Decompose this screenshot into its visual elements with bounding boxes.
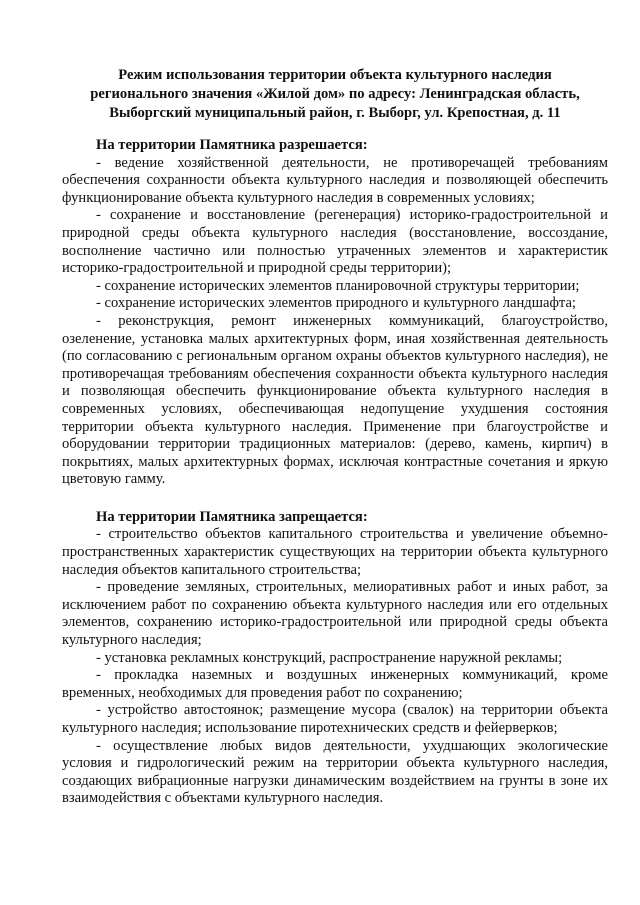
title-line-1: Режим использования территории объекта культурного наследия — [118, 67, 552, 83]
title-line-2: регионального значения «Жилой дом» по адресу: Ленинградская область, — [90, 86, 580, 102]
allowed-item: - сохранение и восстановление (регенерация) историко-градостроительной и природной среды объекта культурного наследия (восстановление, воссоздание, восполнение частично или полностью утраченных элементов и характеристик историко-градостроительной и природной среды территории); — [62, 207, 608, 277]
forbidden-item: - строительство объектов капитального строительства и увеличение объемно-пространственных характеристик существующих на территории объекта культурного наследия объектов капитального строительства; — [62, 526, 608, 578]
allowed-item: - сохранение исторических элементов планировочной структуры территории; — [96, 277, 580, 294]
forbidden-item: - проведение земляных, строительных, мелиоративных работ и иных работ, за исключением работ по сохранению объекта культурного наследия или его отдельных элементов, сохранению историко-градостроительной или природной среды объекта культурного наследия; — [62, 579, 608, 649]
allowed-heading: На территории Памятника разрешается: — [96, 137, 368, 153]
section-gap — [62, 489, 608, 509]
document-page — [62, 66, 608, 808]
title-line-3: Выборгский муниципальный район, г. Выборг, ул. Крепостная, д. 11 — [109, 105, 561, 121]
allowed-item: - сохранение исторических элементов природного и культурного ландшафта; — [96, 295, 576, 312]
allowed-section — [62, 137, 608, 489]
forbidden-item: - осуществление любых видов деятельности, ухудшающих экологические условия и гидрологический режим на территории объекта культурного наследия, создающих вибрационные нагрузки динамическим воздействием на грунты в зоне их взаимодействия с объектами культурного наследия. — [62, 737, 608, 807]
allowed-item: - ведение хозяйственной деятельности, не противоречащей требованиям обеспечения сохранности объекта культурного наследия и позволяющей обеспечить функционирование объекта культурного наследия в современных условиях; — [62, 154, 608, 206]
forbidden-item: - установка рекламных конструкций, распространение наружной рекламы; — [96, 649, 563, 666]
forbidden-item: - прокладка наземных и воздушных инженерных коммуникаций, кроме временных, необходимых для проведения работ по сохранению; — [62, 667, 608, 701]
allowed-item: - реконструкция, ремонт инженерных коммуникаций, благоустройство, озеленение, установка малых архитектурных форм, иная хозяйственная деятельность (по согласованию с региональным органом охраны объектов культурного наследия), не противоречащая требованиям обеспечения сохранности объекта культурного наследия и позволяющая обеспечить функционирование объекта культурного наследия в современных условиях, обеспечивающая недопущение ухудшения состояния территории объекта культурного наследия. Применение при благоустройстве и оборудовании территории традиционных материалов: (дерево, камень, кирпич) в покрытиях, малых архитектурных формах, исключая контрастные сочетания и яркую цветовую гамму. — [62, 312, 608, 488]
forbidden-section — [62, 509, 608, 808]
forbidden-item: - устройство автостоянок; размещение мусора (свалок) на территории объекта культурного наследия; использование пиротехнических средств и фейерверков; — [62, 702, 608, 736]
forbidden-heading: На территории Памятника запрещается: — [96, 508, 368, 525]
document-title — [62, 66, 608, 123]
